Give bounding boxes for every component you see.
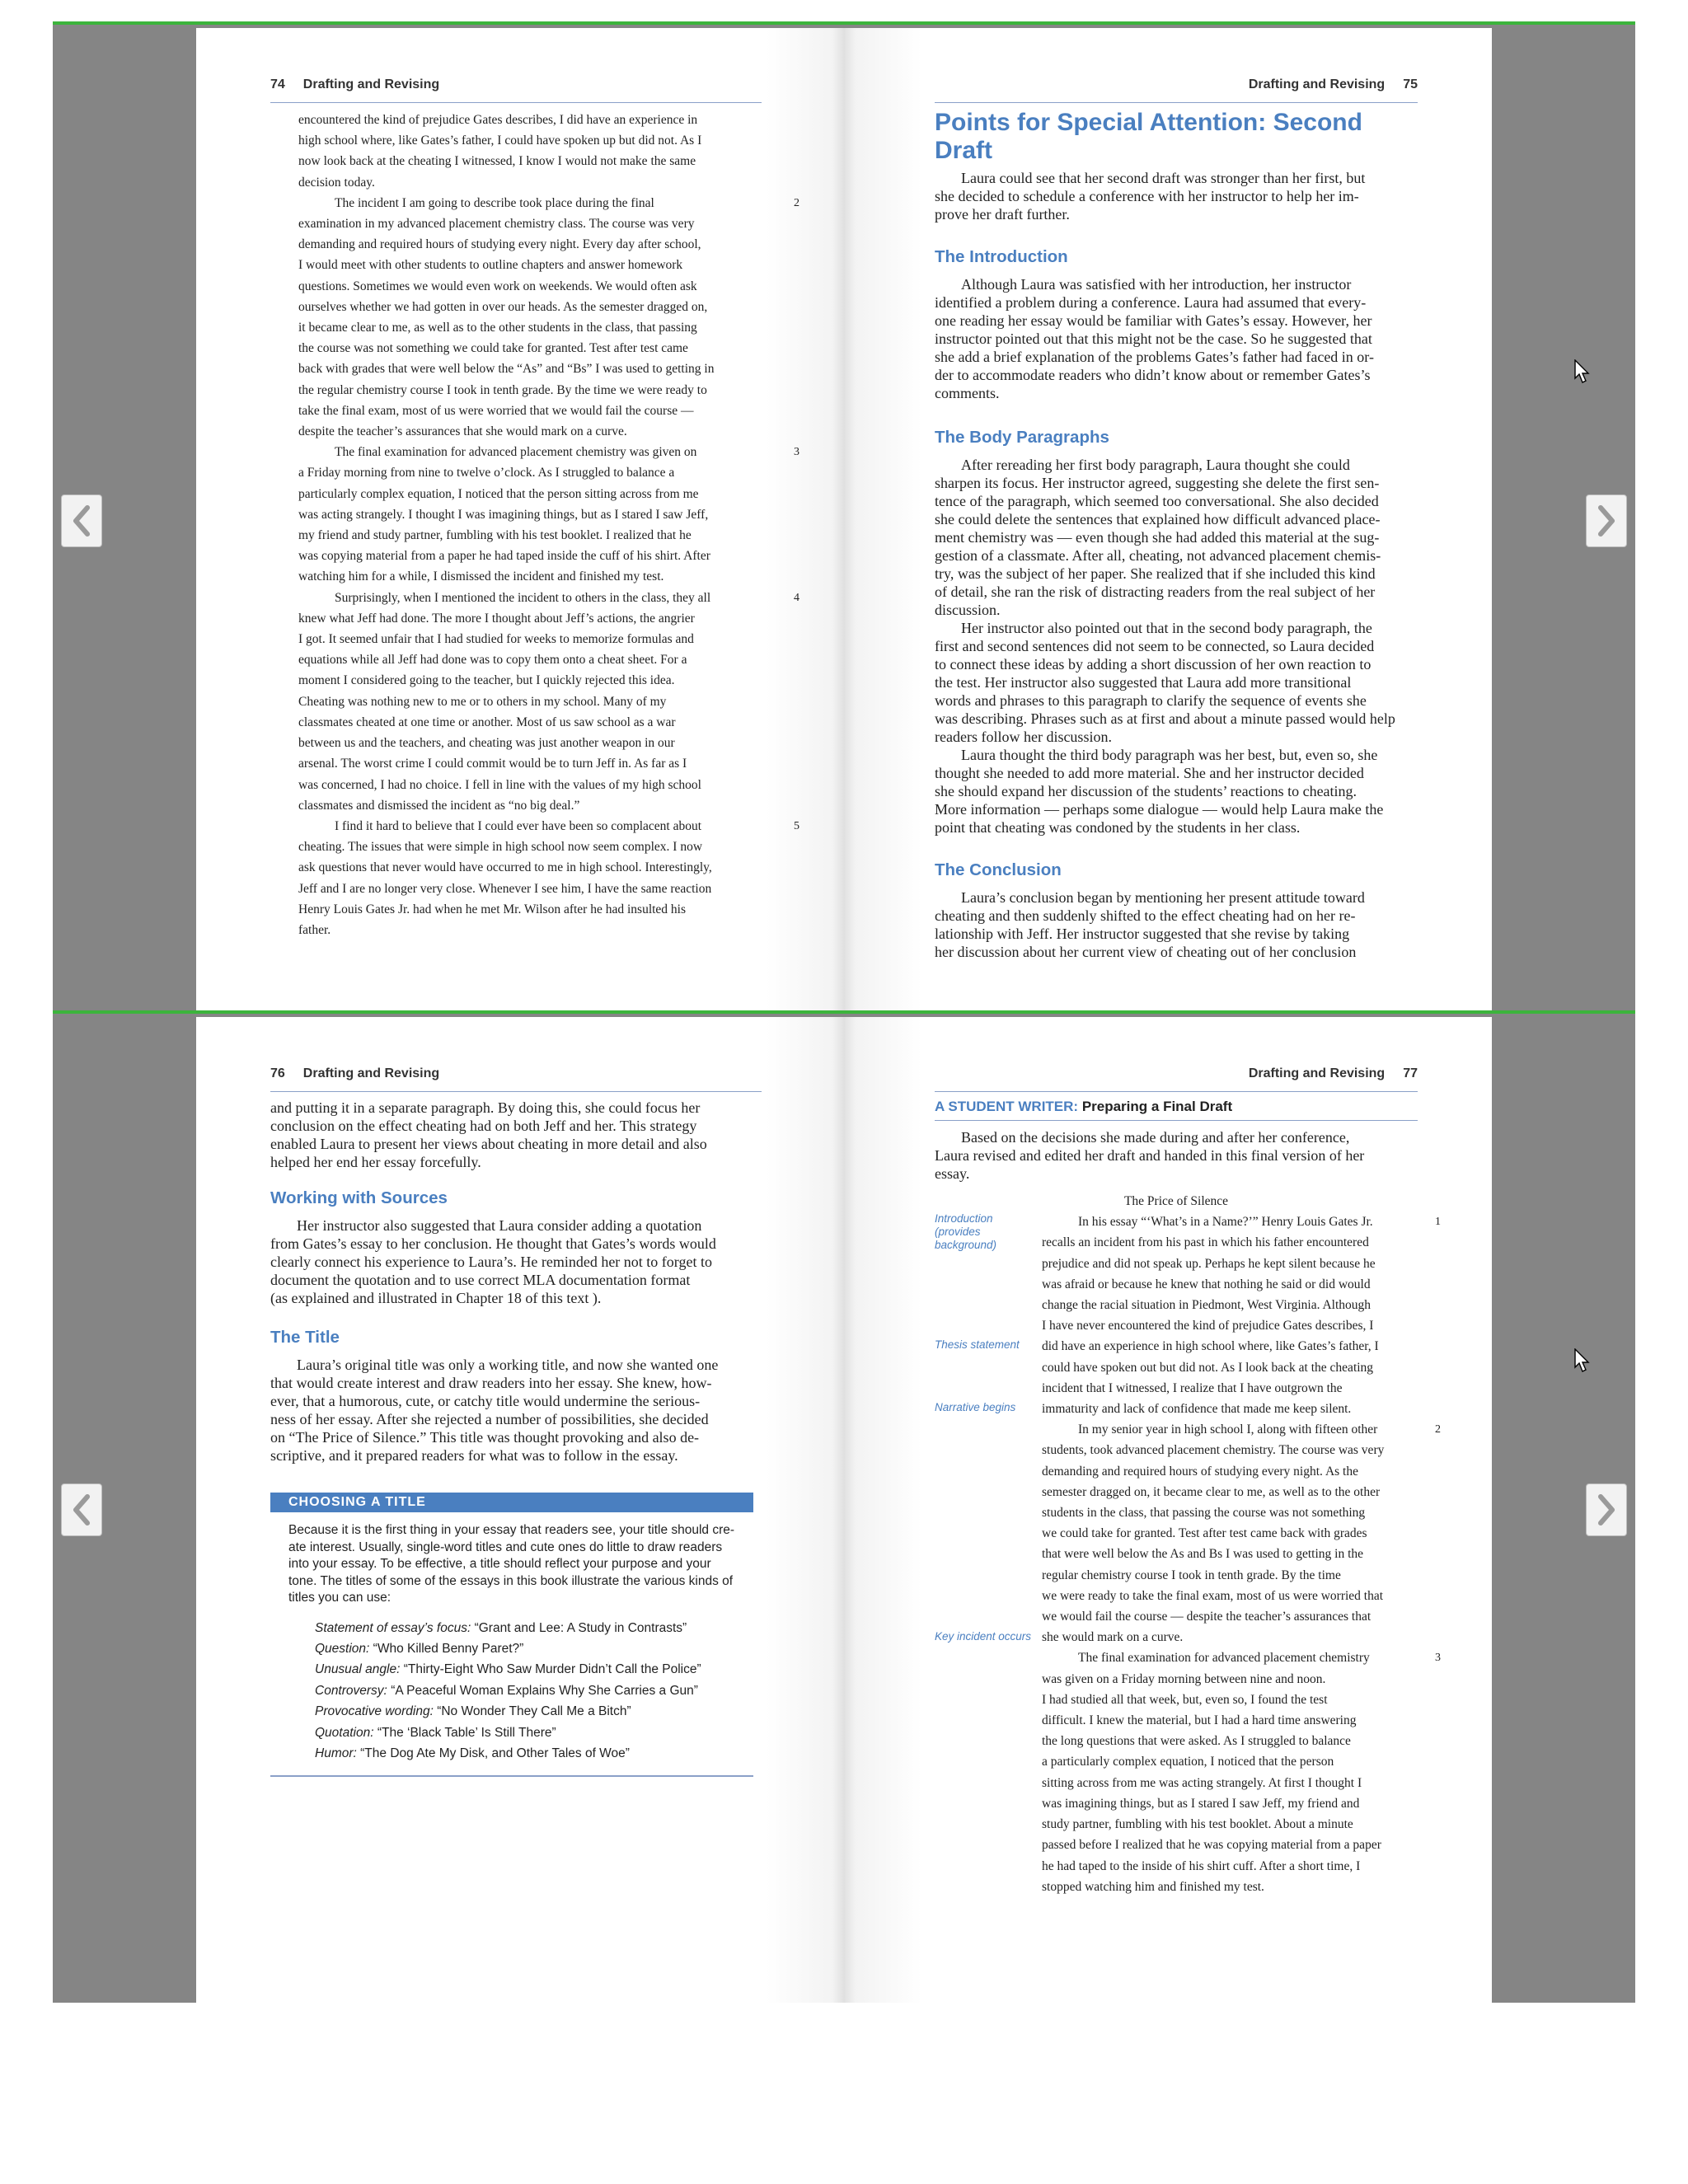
page-76 [196, 1017, 844, 2003]
next-page-button[interactable] [1586, 494, 1627, 547]
page-75 [844, 28, 1492, 1010]
text-line: ate interest. Usually, single-word titles and cute ones do little to draw readers [288, 1540, 723, 1554]
text-line: could have spoken out but did not. As I look back at the cheating [1042, 1360, 1374, 1375]
mouse-pointer-icon [1574, 1348, 1591, 1373]
text-line: Based on the decisions she made during and after her conference, [961, 1129, 1350, 1146]
text-line: examination in my advanced placement chemistry class. The course was very [298, 217, 695, 232]
text-line: Her instructor also pointed out that in the second body paragraph, the [961, 620, 1372, 636]
running-head [270, 1066, 762, 1092]
text-line: discussion. [935, 602, 1001, 618]
text-line: stopped watching him and finished my test. [1042, 1879, 1264, 1894]
text-line: ever, that a humorous, cute, or catchy title would undermine the serious- [270, 1393, 701, 1409]
text-line: Cheating was nothing new to me or to others in my school. Many of my [298, 694, 667, 709]
text-line: I would meet with other students to outline chapters and answer homework [298, 258, 683, 273]
text-line: father. [298, 922, 331, 937]
example-label: Unusual angle: [315, 1662, 401, 1677]
text-line: a Friday morning from nine to twelve o’clock. As I struggled to balance a [298, 466, 675, 480]
text-line: was imagining things, but as I stared I saw Jeff, my friend and [1042, 1796, 1360, 1811]
book-gutter [832, 1017, 856, 2003]
section-label: A STUDENT WRITER: [935, 1099, 1079, 1114]
example-title: “Thirty-Eight Who Saw Murder Didn’t Call the Police” [403, 1662, 701, 1677]
text-line: document the quotation and to use correct MLA documentation format [270, 1272, 691, 1288]
example-title: “Who Killed Benny Paret?” [373, 1641, 524, 1656]
text-line: try, was the subject of her paper. She realized that if she included this kind [935, 565, 1376, 582]
essay-paragraph [1042, 1647, 1441, 1896]
box-text [270, 1512, 753, 1607]
draft-paragraph [298, 588, 799, 816]
text-line: Laura’s original title was only a working title, and now she wanted one [297, 1357, 719, 1373]
text-line: was describing. Phrases such as at first and about a minute passed would help [935, 710, 1395, 727]
text-line: first and second sentences did not seem to be connected, so Laura decided [935, 638, 1375, 654]
text-line: readers follow her discussion. [935, 729, 1112, 745]
text-line: into your essay. To be effective, a title should reflect your purpose and your [288, 1557, 711, 1571]
text-line: Henry Louis Gates Jr. had when he met Mr. Wilson after he had insulted his [298, 902, 687, 916]
text-line: she add a brief explanation of the problems Gates’s father had faced in or- [935, 349, 1374, 365]
text-line: sitting across from me was acting strangely. At first I thought I [1042, 1775, 1362, 1790]
text-line: tence of the paragraph, which seemed too conversational. She also decided [935, 493, 1379, 509]
text-line: we were ready to take the final exam, most of us were worried that [1042, 1588, 1384, 1603]
page-spread-74-75 [196, 28, 1492, 1010]
book-gutter [832, 28, 856, 1010]
text-line: ness of her essay. After she rejected a number of possibilities, she decided [270, 1411, 709, 1427]
text-line: The final examination for advanced placement chemistry was given on [335, 445, 697, 460]
text-line: we could take for granted. Test after test came back with grades [1042, 1526, 1367, 1541]
running-head-title: Drafting and Revising [302, 1066, 440, 1080]
text-line: prove her draft further. [935, 206, 1070, 223]
book-viewer-bottom [53, 1010, 1635, 2003]
text-line: change the racial situation in Piedmont, West Virginia. Although [1042, 1298, 1372, 1313]
text-line: ment chemistry was — even though she had added this material at the sug- [935, 529, 1380, 546]
text-line: was afraid or because he knew that nothing he said or did would [1042, 1277, 1371, 1291]
final-essay [935, 1191, 1441, 1897]
body-paragraph [270, 1099, 753, 1171]
running-head [935, 77, 1418, 103]
example-title: “The Dog Ate My Disk, and Other Tales of Woe” [360, 1746, 630, 1760]
choosing-a-title-box [270, 1493, 753, 1777]
example-title: “Grant and Lee: A Study in Contrasts” [474, 1620, 687, 1635]
page-77 [844, 1017, 1492, 2003]
text-line: he had taped to the inside of his shirt cuff. After a short time, I [1042, 1858, 1361, 1873]
text-line: ask questions that never would have occurred to me in high school. Interestingly, [298, 860, 712, 875]
text-line: to connect these ideas by adding a short discussion of her own reaction to [935, 656, 1372, 673]
text-line: cheating. The issues that were simple in high school now seem complex. I now [298, 840, 703, 855]
text-line: students in the class, that passing the course was not something [1042, 1506, 1366, 1521]
text-line: equations while all Jeff had done was to copy them onto a cheat sheet. For a [298, 653, 687, 668]
essay-paragraph [1042, 1212, 1441, 1419]
list-item [315, 1638, 735, 1659]
essay-paragraph [1042, 1419, 1441, 1647]
example-title: “A Peaceful Woman Explains Why She Carries a Gun” [391, 1683, 698, 1698]
text-line: enabled Laura to present her views about cheating in more detail and also [270, 1136, 707, 1152]
text-line: incident that I witnessed, I realize that I have outgrown the [1042, 1380, 1343, 1395]
text-line: Jeff and I are no longer very close. Whenever I see him, I have the same reaction [298, 881, 712, 896]
text-line: identified a problem during a conference. Laura had assumed that every- [935, 294, 1367, 311]
text-line: I had studied all that week, but, even so, I found the test [1042, 1692, 1328, 1707]
intro-paragraph [935, 1128, 1418, 1183]
draft-paragraph [298, 442, 799, 587]
example-label: Question: [315, 1641, 370, 1656]
text-line: Her instructor also suggested that Laura consider adding a quotation [297, 1217, 702, 1234]
text-line: helped her end her essay forcefully. [270, 1154, 481, 1170]
text-line: my friend and study partner, fumbling with his test booklet. I realized that he [298, 528, 692, 543]
example-title: “No Wonder They Call Me a Bitch” [437, 1704, 631, 1719]
text-line: the regular chemistry course I took in tenth grade. By the time we were ready to [298, 382, 707, 397]
subheading-introduction: The Introduction [935, 247, 1068, 266]
text-line: classmates and dismissed the incident as “no big deal.” [298, 798, 580, 813]
text-line: was given on a Friday morning between nine and noon. [1042, 1671, 1326, 1686]
text-line: (as explained and illustrated in Chapter 18 of this text ). [270, 1290, 602, 1306]
text-line: did have an experience in high school where, like Gates’s father, I [1042, 1339, 1379, 1354]
text-line: semester dragged on, it became clear to me, as well as to the other [1042, 1484, 1381, 1499]
subheading-the-title: The Title [270, 1328, 340, 1347]
page-number: 74 [270, 77, 285, 91]
text-line: between us and the teachers, and cheating was just another weapon in our [298, 736, 675, 751]
text-line: encountered the kind of prejudice Gates describes, I did have an experience in [298, 113, 698, 127]
text-line: lationship with Jeff. Her instructor suggested that she revise by taking [935, 926, 1350, 942]
margin-note: Thesis statement [935, 1338, 1020, 1351]
text-line: I have never encountered the kind of prejudice Gates describes, I [1042, 1319, 1374, 1333]
text-line: Although Laura was satisfied with her introduction, her instructor [961, 276, 1352, 293]
chevron-left-icon [68, 1492, 96, 1528]
text-line: In my senior year in high school I, along with fifteen other [1078, 1422, 1378, 1437]
text-line: difficult. I knew the material, but I had a hard time answering [1042, 1713, 1357, 1728]
text-line: In his essay “‘What’s in a Name?’” Henry Louis Gates Jr. [1078, 1215, 1373, 1230]
text-line: knew what Jeff had done. The more I thought about Jeff’s actions, the angrier [298, 611, 695, 626]
text-line: it became clear to me, as well as to the other students in the class, that passing [298, 321, 697, 335]
essay-title: The Price of Silence [1123, 1194, 1229, 1208]
example-label: Provocative wording: [315, 1704, 434, 1719]
text-line: of detail, she ran the risk of distracting readers from the real subject of her [935, 583, 1376, 600]
text-line: questions. Sometimes we would even work on weekends. We would often ask [298, 279, 697, 293]
text-line: was copying material from a paper he had taped inside the cuff of his shirt. After [298, 549, 710, 564]
text-line: classmates cheated at one time or another. Most of us saw school as a war [298, 715, 676, 729]
paragraph-number: 5 [794, 819, 799, 832]
text-line: The final examination for advanced placement chemistry [1078, 1651, 1370, 1666]
text-line: point that cheating was condoned by the students in her class. [935, 819, 1301, 836]
chevron-right-icon [1592, 503, 1620, 539]
text-line: high school where, like Gates’s father, I could have spoken up but did not. As I [298, 134, 702, 148]
paragraph-number: 4 [794, 591, 799, 604]
page-body [935, 1099, 1441, 1897]
list-item [315, 1743, 735, 1764]
text-line: the long questions that were asked. As I struggled to balance [1042, 1734, 1351, 1749]
subheading-working-with-sources: Working with Sources [270, 1188, 448, 1207]
page-body [270, 1099, 753, 1777]
running-head-title: Drafting and Revising [1248, 1066, 1386, 1080]
running-head-title: Drafting and Revising [302, 77, 440, 91]
student-writer-heading [935, 1099, 1418, 1121]
text-line: despite the teacher’s assurances that she would mark on a curve. [298, 424, 627, 439]
essay-body [1042, 1212, 1441, 1897]
running-head-title: Drafting and Revising [1248, 77, 1386, 91]
text-line: moment I considered going to the teacher, but I quickly rejected this idea. [298, 673, 675, 688]
text-line: immaturity and lack of confidence that made me keep silent. [1042, 1402, 1352, 1417]
text-line: study partner, fumbling with his test booklet. About a minute [1042, 1817, 1353, 1832]
text-line: she could delete the sentences that explained how difficult advanced place- [935, 511, 1381, 527]
text-line: der to accommodate readers who didn’t know about or remember Gates’s [935, 367, 1371, 383]
body-paragraph [935, 746, 1418, 837]
example-title: “The ‘Black Table’ Is Still There” [377, 1725, 556, 1740]
text-line: that would create interest and draw readers into her essay. She knew, how- [270, 1375, 712, 1391]
text-line: demanding and required hours of studying every night. As the [1042, 1464, 1358, 1479]
text-line: I find it hard to believe that I could ever have been so complacent about [335, 818, 702, 833]
text-line: passed before I realized that he was copying material from a paper [1042, 1838, 1381, 1853]
text-line: instructor pointed out that this might not be the case. So he suggested that [935, 330, 1372, 347]
text-line: students, took advanced placement chemistry. The course was very [1042, 1443, 1385, 1458]
text-line: essay. [935, 1165, 970, 1182]
text-line: arsenal. The worst crime I could commit would be to turn Jeff in. As far as I [298, 757, 687, 771]
example-label: Humor: [315, 1746, 357, 1760]
text-line: demanding and required hours of studying every night. Every day after school, [298, 237, 701, 252]
draft-paragraph [298, 110, 776, 193]
draft-paragraph [298, 816, 799, 940]
text-line: clearly connect his experience to Laura’s. He reminded her not to forget to [270, 1254, 712, 1270]
text-line: watching him for a while, I dismissed the incident and finished my test. [298, 569, 664, 584]
text-line: Laura revised and edited her draft and handed in this final version of her [935, 1147, 1365, 1164]
paragraph-number: 2 [794, 196, 799, 209]
mouse-pointer-icon [1574, 359, 1591, 384]
text-line: Surprisingly, when I mentioned the incident to others in the class, they all [335, 590, 711, 605]
chevron-right-icon [1592, 1492, 1620, 1528]
text-line: scriptive, and it prepared readers for what was to follow in the essay. [270, 1447, 678, 1464]
text-line: she should expand her discussion of the students’ reactions to cheating. [935, 783, 1357, 799]
text-line: tone. The titles of some of the essays in this book illustrate the various kinds of [288, 1573, 734, 1588]
text-line: was acting strangely. I thought I was imagining things, but as I stared I saw Jeff, [298, 507, 709, 522]
text-line: one reading her essay would be familiar with Gates’s essay. However, her [935, 312, 1372, 329]
running-head [270, 77, 762, 103]
text-line: I got. It seemed unfair that I had studied for weeks to memorize formulas and [298, 632, 694, 647]
body-paragraph [935, 275, 1418, 402]
text-line: the test. Her instructor also suggested that Laura add more transitional [935, 674, 1352, 691]
paragraph-number: 2 [1435, 1423, 1441, 1436]
text-line: that were well below the As and Bs I was used to getting in the [1042, 1547, 1364, 1562]
prev-page-button[interactable] [61, 494, 102, 547]
text-line: regular chemistry course I took in tenth grade. By the time [1042, 1568, 1341, 1582]
book-viewer-top [53, 21, 1635, 1010]
list-item [315, 1701, 735, 1722]
page-body [935, 109, 1418, 961]
text-line: she would mark on a curve. [1042, 1630, 1184, 1645]
text-line: Laura could see that her second draft was stronger than her first, but [961, 170, 1366, 186]
text-line: comments. [935, 385, 1000, 401]
text-line: ourselves whether we had gotten in over our heads. As the semester dragged on, [298, 299, 708, 314]
text-line: The incident I am going to describe took place during the final [335, 195, 654, 210]
text-line: cheating and then suddenly shifted to the effect cheating had on her re- [935, 907, 1356, 924]
body-paragraph [935, 619, 1418, 746]
example-label: Statement of essay’s focus: [315, 1620, 471, 1635]
section-title: Points for Special Attention: Second Draft [935, 109, 1362, 164]
chevron-left-icon [68, 503, 96, 539]
text-line: particularly complex equation, I noticed that the person sitting across from me [298, 486, 699, 501]
text-line: the course was not something we could take for granted. Test after test came [298, 341, 688, 356]
page-number: 76 [270, 1066, 285, 1080]
text-line: After rereading her first body paragraph, Laura thought she could [961, 457, 1350, 473]
text-line: from Gates’s essay to her conclusion. He thought that Gates’s words would [270, 1235, 716, 1252]
title-examples-list [270, 1607, 753, 1765]
list-item [315, 1680, 735, 1701]
body-paragraph [935, 888, 1418, 961]
prev-page-button[interactable] [61, 1483, 102, 1536]
paragraph-number: 3 [1435, 1652, 1441, 1665]
text-line: on “The Price of Silence.” This title was thought provoking and also de- [270, 1429, 700, 1446]
page-spread-76-77 [196, 1017, 1492, 2003]
text-line: and putting it in a separate paragraph. By doing this, she could focus her [270, 1099, 701, 1116]
margin-note: Introduction (provides background) [935, 1212, 997, 1251]
running-head [935, 1066, 1418, 1092]
text-line: a particularly complex equation, I noticed that the person [1042, 1755, 1334, 1769]
intro-paragraph [935, 169, 1418, 223]
text-line: Because it is the first thing in your essay that readers see, your title should cre- [288, 1523, 735, 1537]
subheading-conclusion: The Conclusion [935, 860, 1062, 879]
text-line: gestion of a classmate. After all, cheating, not advanced placement chemis- [935, 547, 1381, 564]
body-paragraph [270, 1356, 753, 1465]
text-line: sharpen its focus. Her instructor agreed, suggesting she delete the first sen- [935, 475, 1380, 491]
next-page-button[interactable] [1586, 1483, 1627, 1536]
text-line: thought she needed to add more material. She and her instructor decided [935, 765, 1364, 781]
text-line: conclusion on the effect cheating had on both Jeff and her. This strategy [270, 1118, 697, 1134]
body-paragraph [935, 456, 1418, 619]
page-number: 77 [1403, 1066, 1418, 1080]
body-paragraph [270, 1216, 753, 1307]
example-label: Quotation: [315, 1725, 374, 1740]
draft-paragraph [298, 193, 799, 442]
text-line: decision today. [298, 175, 375, 190]
paragraph-number: 1 [1435, 1216, 1441, 1229]
example-label: Controversy: [315, 1683, 387, 1698]
text-line: titles you can use: [288, 1591, 392, 1605]
text-line: prejudice and did not speak up. Perhaps he kept silent because he [1042, 1256, 1376, 1271]
text-line: back with grades that were well below the “As” and “Bs” I was used to getting in [298, 362, 715, 377]
page-74 [196, 28, 844, 1010]
text-line: her discussion about her current view of cheating out of her conclusion [935, 944, 1357, 960]
text-line: she decided to schedule a conference with her instructor to help her im- [935, 188, 1359, 204]
text-line: take the final exam, most of us were worried that we would fail the course — [298, 403, 694, 418]
margin-note: Key incident occurs [935, 1630, 1032, 1643]
subheading-body-paragraphs: The Body Paragraphs [935, 428, 1109, 447]
text-line: we would fail the course — despite the teacher’s assurances that [1042, 1610, 1372, 1624]
page-number: 75 [1403, 77, 1418, 91]
text-line: Laura thought the third body paragraph was her best, but, even so, she [961, 747, 1378, 763]
text-line: More information — perhaps some dialogue — would help Laura make the [935, 801, 1384, 818]
student-draft-text [298, 110, 799, 940]
text-line: was concerned, I had no choice. I fell in line with the values of my high school [298, 777, 701, 792]
text-line: Laura’s conclusion began by mentioning her present attitude toward [961, 889, 1365, 906]
margin-note: Narrative begins [935, 1401, 1016, 1413]
text-line: now look back at the cheating I witnessed, I know I would not make the same [298, 154, 696, 169]
text-line: recalls an incident from his past in which his father encountered [1042, 1235, 1369, 1250]
list-item [315, 1659, 735, 1680]
paragraph-number: 3 [794, 446, 799, 459]
text-line: words and phrases to this paragraph to clarify the sequence of events she [935, 692, 1367, 709]
list-item [315, 1722, 735, 1743]
section-title: Preparing a Final Draft [1081, 1099, 1233, 1114]
box-heading: CHOOSING A TITLE [270, 1493, 753, 1512]
list-item [315, 1618, 735, 1638]
